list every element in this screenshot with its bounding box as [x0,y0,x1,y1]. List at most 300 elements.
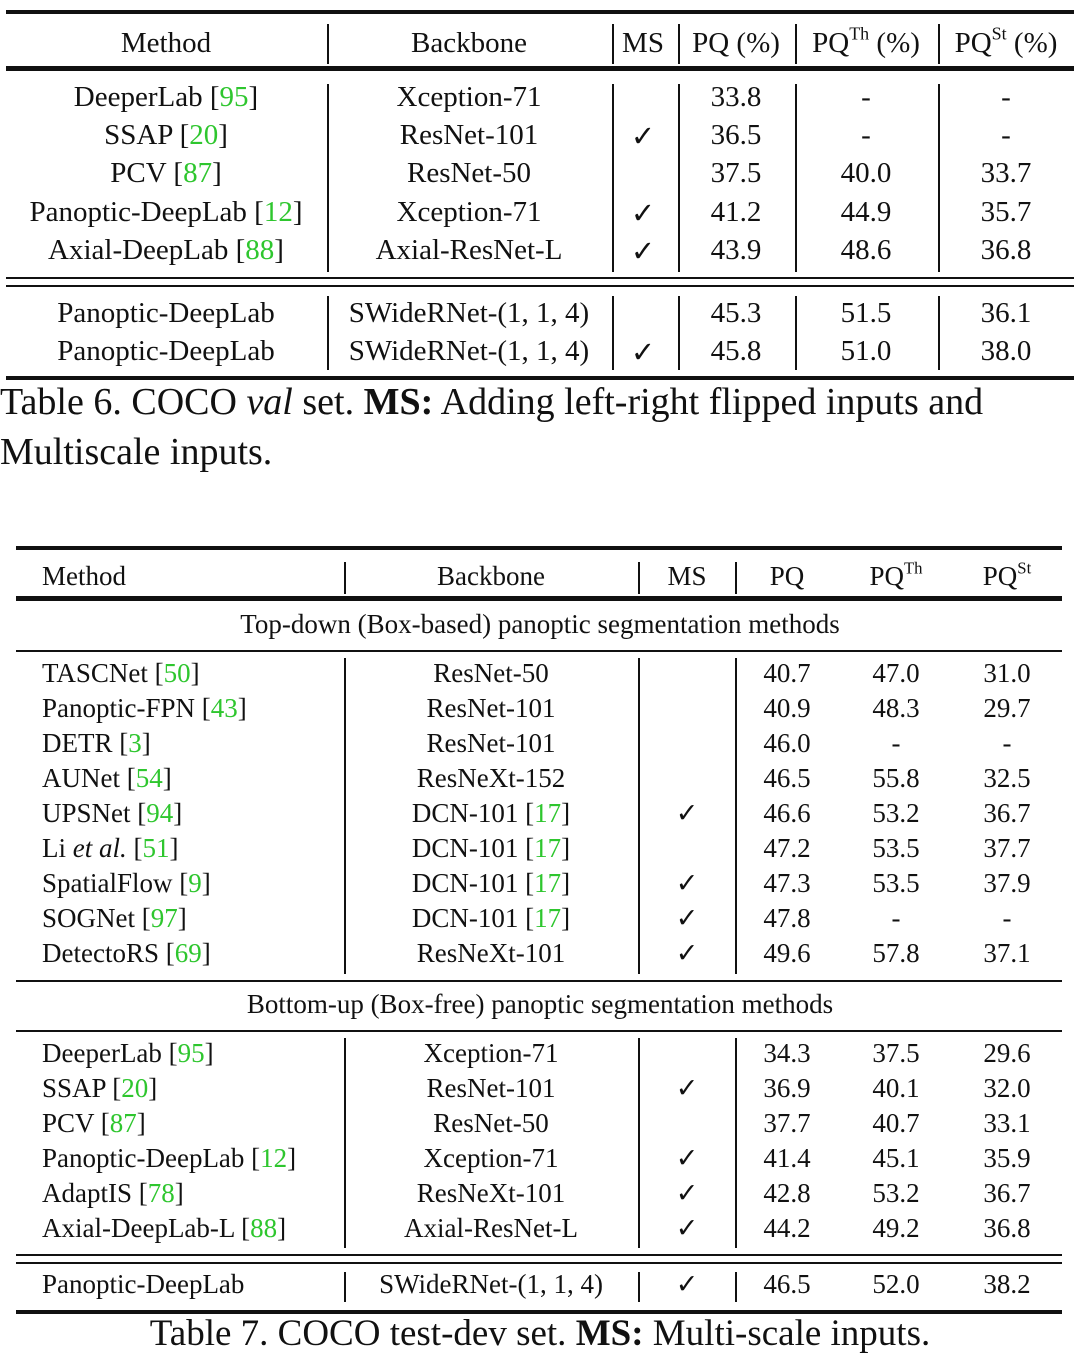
backbone-value: ResNet-101 [426,693,556,723]
pqth-value: 47.0 [872,658,920,688]
cite-bracket: [ [228,234,246,266]
citation-link[interactable]: 88 [245,234,275,266]
method-name: DeeperLab [73,81,203,113]
header-method: Method [120,27,212,59]
cite-bracket: [ [244,1143,261,1173]
column-divider [735,562,737,594]
header-pq: PQ [769,561,805,591]
pq-value: 37.7 [763,1108,811,1138]
citation-link[interactable]: 12 [260,1143,288,1173]
pq-value: 47.3 [763,868,811,898]
citation-link[interactable]: 97 [150,903,178,933]
table7-backbone-cell [417,938,565,969]
method-name: Axial-DeepLab-L [42,1213,235,1243]
table6-ms-cell [631,119,655,154]
column-divider [735,1272,737,1302]
table6-sep-rule-1 [6,277,1074,279]
method-name-italic: et al. [72,833,127,863]
table6-header-method [121,27,211,60]
method-name: Axial-DeepLab [48,234,229,266]
table7-pq-cell [763,1178,810,1209]
citation-link[interactable]: 20 [189,119,219,151]
column-divider [612,84,614,272]
cite-bracket: [ [518,868,535,898]
table7-ours-method-cell [42,1269,244,1300]
cite-bracket: [ [158,938,175,968]
cite-bracket: ] [218,119,228,151]
citation-link[interactable]: 87 [183,157,213,189]
table7-sep-rule-1 [16,1254,1062,1256]
table7-header-pq [770,561,805,592]
table6-ours-method-cell [57,297,274,330]
table6-pqst-cell [981,157,1032,190]
pqst-value: 32.5 [983,763,1031,793]
pqth-value: 37.5 [872,1038,920,1068]
backbone-value: ResNeXt-101 [416,1178,566,1208]
pqst-value: 37.9 [983,868,1031,898]
table7-pq-cell [763,938,810,969]
backbone-value: ResNet-50 [433,658,549,688]
header-superscript: Th [903,558,923,578]
table6-caption-line2 [0,430,272,474]
backbone-value: Xception-71 [396,196,542,228]
column-divider [678,24,680,64]
header-superscript: St [1017,558,1032,578]
cite-bracket: ] [561,868,571,898]
table6-pq-cell [711,196,762,229]
table7-backbone-cell [417,1178,565,1209]
table7-pqst-cell [983,798,1030,829]
pqst-value: - [1002,728,1012,758]
table6-header-rule [6,66,1074,71]
table7-pqst-cell [983,1038,1030,1069]
pq-value: 41.4 [763,1143,811,1173]
method-name: Panoptic-DeepLab [57,335,275,367]
table7-pqst-cell [983,833,1030,864]
method-name: SSAP [42,1073,106,1103]
citation-link[interactable]: 95 [219,81,249,113]
header-base: PQ [982,561,1018,591]
cite-bracket: ] [292,196,303,228]
caption-rest: Multiscale inputs. [0,431,273,473]
pqth-value: 48.6 [840,234,892,266]
column-divider [638,1272,640,1302]
pqst-value: 35.7 [980,196,1032,228]
ms-check: ✓ [630,198,656,230]
cite-bracket: [ [172,119,190,151]
pq-value: 46.5 [763,1269,811,1299]
table7-pqth-cell [872,798,919,829]
column-divider [638,562,640,594]
cite-bracket: ] [174,1178,184,1208]
table7-method-cell [42,728,151,759]
cite-bracket: [ [105,1073,122,1103]
table7-backbone-cell [433,658,548,689]
table7-method-cell [42,833,179,864]
header-superscript: St [991,23,1007,44]
backbone-value: ResNeXt-101 [416,938,566,968]
ms-check: ✓ [630,236,656,268]
cite-bracket: ] [277,1213,287,1243]
table7-ms-cell [676,1143,699,1174]
method-name: UPSNet [42,798,131,828]
table7-backbone-cell [412,833,570,864]
backbone-value: Axial-ResNet-L [375,234,563,266]
cite-bracket: [ [246,196,264,228]
ms-check: ✓ [675,1178,699,1208]
table7-method-cell [42,1178,184,1209]
ms-check: ✓ [675,1213,699,1243]
table6-pqth-cell [861,81,871,114]
table6-ours-pq-cell [711,335,762,368]
table7-ours-pqth-cell [872,1269,919,1300]
table7-pqth-cell [892,728,901,759]
column-divider [638,658,640,974]
pqth-value: 44.9 [840,196,892,228]
ms-check: ✓ [675,798,699,828]
citation-link[interactable]: 9 [188,868,202,898]
table7-sep-rule-2 [16,1262,1062,1264]
table7-section1-rule [16,650,1062,652]
method-name: DetectoRS [42,938,159,968]
pqth-value: - [891,903,901,933]
cite-bracket: [ [518,833,535,863]
pq-value: 46.0 [763,728,811,758]
pq-value: 37.5 [710,157,762,189]
cite-bracket: [ [195,693,211,723]
method-name: AUNet [42,763,120,793]
citation-link[interactable]: 50 [163,658,191,688]
citation-link[interactable]: 78 [147,1178,175,1208]
backbone-value: DCN-101 [411,798,519,828]
method-name: Li [42,833,73,863]
table6-pqst-cell [1001,119,1011,152]
cite-bracket: [ [161,1038,178,1068]
cite-bracket: ] [177,903,187,933]
table7-method-cell [42,903,187,934]
table7-method-cell [42,938,211,969]
backbone-value: Xception-71 [423,1038,559,1068]
table7-method-cell [42,763,172,794]
table7-pqth-cell [892,903,901,934]
citation-link[interactable]: 51 [142,833,170,863]
table7-ms-cell [676,1178,699,1209]
pq-value: 46.6 [763,798,811,828]
pqth-value: 52.0 [872,1269,920,1299]
column-divider [344,562,346,594]
table6-ours-backbone-cell [349,297,589,330]
table7-backbone-cell [404,1213,578,1244]
caption-prefix: Table 6. COCO [0,381,247,423]
table6-pq-cell [711,119,762,152]
table7-pq-cell [763,903,810,934]
pqst-value: 33.7 [980,157,1032,189]
table6-caption-line1 [0,380,983,424]
caption-bold: MS: [363,381,434,423]
column-divider [938,84,940,272]
table7-pq-cell [763,658,810,689]
cite-bracket: [ [518,903,535,933]
table7-header-method [42,561,126,592]
section-title: Bottom-up (Box-free) panoptic segmentation methods [246,989,834,1019]
column-divider [938,24,940,64]
table7-ms-cell [676,1073,699,1104]
table6-pqth-cell [841,157,892,190]
pqth-value: 49.2 [872,1213,920,1243]
caption-rest: Multi-scale inputs. [643,1313,931,1354]
table6-header-pqst [954,23,1058,60]
pqst-value: 31.0 [983,658,1031,688]
cite-bracket: ] [561,798,571,828]
citation-link[interactable]: 3 [128,728,142,758]
method-name: Panoptic-DeepLab [57,297,275,329]
table6-sep-rule-2 [6,285,1074,287]
backbone-value: ResNet-50 [433,1108,549,1138]
table7-section2-rule [16,1030,1062,1032]
table7-pqst-cell [983,763,1030,794]
table6-pq-cell [711,157,762,190]
ms-check: ✓ [675,903,699,933]
table7-pq-cell [763,728,810,759]
table6-pq-cell [711,81,762,114]
method-name: SSAP [104,119,173,151]
table7-pq-cell [763,693,810,724]
table6-ours-pqth-cell [841,335,892,368]
method-name: DETR [42,728,113,758]
table6-method-cell [29,196,302,229]
table7-ours-ms-cell [676,1269,699,1300]
table7-pqth-cell [872,1108,919,1139]
table7-pqth-cell [872,1143,919,1174]
table6-ours-backbone-cell [349,335,589,368]
citation-link[interactable]: 88 [250,1213,278,1243]
cite-bracket: ] [561,833,571,863]
cite-bracket: ] [173,798,183,828]
pq-value: 41.2 [710,196,762,228]
table7-method-cell [42,693,247,724]
table6-ours-pqst-cell [981,335,1032,368]
pqst-value: - [1001,81,1011,113]
backbone-value: DCN-101 [411,833,519,863]
pqst-value: 36.7 [983,798,1031,828]
cite-bracket: ] [201,938,211,968]
method-name: Panoptic-DeepLab [42,1143,245,1173]
method-name: Panoptic-FPN [42,693,196,723]
citation-link[interactable]: 95 [177,1038,205,1068]
pq-value: 45.3 [710,297,762,329]
ms-check: ✓ [630,337,656,369]
table7-method-cell [42,1213,286,1244]
column-divider [612,296,614,370]
cite-bracket: ] [204,1038,214,1068]
pqst-value: 36.8 [983,1213,1031,1243]
table7-top-rule [16,546,1062,550]
pqth-value: 53.2 [872,798,920,828]
cite-bracket: ] [287,1143,297,1173]
cite-bracket: ] [248,81,259,113]
cite-bracket: [ [147,658,164,688]
citation-link[interactable]: 94 [146,798,174,828]
pqth-value: 48.3 [872,693,920,723]
method-name: TASCNet [42,658,148,688]
table7-ms-cell [676,798,699,829]
backbone-value: ResNeXt-152 [416,763,566,793]
table6-top-rule [6,10,1074,14]
citation-link[interactable]: 20 [121,1073,149,1103]
table7-header-backbone [437,561,545,592]
method-name: SpatialFlow [42,868,173,898]
backbone-value: ResNet-101 [426,1073,556,1103]
header-base: PQ [869,561,904,591]
pqst-value: 36.8 [980,234,1032,266]
cite-bracket: ] [237,693,247,723]
table7-pqth-cell [872,1038,919,1069]
caption-rest: Adding left-right flipped inputs and [433,381,984,423]
table7-header-pqst [982,558,1032,592]
table7-header-rule [16,596,1062,601]
pq-value: 42.8 [763,1178,811,1208]
table7-pq-cell [763,1073,810,1104]
caption-italic: val [246,381,293,423]
cite-bracket: [ [202,81,220,113]
column-divider [795,24,797,64]
cite-bracket: [ [119,763,136,793]
table7-pqth-cell [872,1178,919,1209]
cite-bracket: ] [162,763,172,793]
cite-bracket: ] [148,1073,158,1103]
table7-pq-cell [763,1108,810,1139]
cite-bracket: ] [141,728,151,758]
column-divider [344,1272,346,1302]
table7-ms-cell [676,868,699,899]
header-tail: (%) [1006,27,1058,59]
backbone-value: SWideRNet-(1, 1, 4) [379,1269,603,1299]
ms-check: ✓ [675,1073,699,1103]
method-name: PCV [110,157,167,189]
column-divider [735,1038,737,1248]
table7-backbone-cell [412,798,570,829]
backbone-value: DCN-101 [411,903,519,933]
header-base: PQ [812,27,850,59]
citation-link[interactable]: 17 [534,798,562,828]
table7-pqth-cell [872,658,919,689]
backbone-value: SWideRNet-(1, 1, 4) [348,335,590,367]
backbone-value: Axial-ResNet-L [404,1213,578,1243]
header-ms: MS [667,561,707,591]
header-base: PQ [954,27,992,59]
header-backbone: Backbone [437,561,545,591]
caption-mid: set. [292,381,364,423]
table6-ms-cell [631,234,655,269]
table6-ours-pqst-cell [981,297,1032,330]
cite-bracket: ] [136,1108,146,1138]
citation-link[interactable]: 87 [109,1108,137,1138]
table6-header-pqth [812,23,920,60]
citation-link[interactable]: 12 [263,196,293,228]
method-name: SOGNet [42,903,135,933]
table7-ours-backbone-cell [379,1269,603,1300]
citation-link[interactable]: 17 [534,833,562,863]
method-name: PCV [42,1108,95,1138]
table7-section-topdown [240,609,839,640]
table6-ours-pq-cell [711,297,762,330]
table7-backbone-cell [417,763,565,794]
table7-pq-cell [763,833,810,864]
pqst-value: 38.2 [983,1269,1031,1299]
table7-pqth-cell [872,1213,919,1244]
citation-link[interactable]: 17 [534,868,562,898]
pq-value: 45.8 [710,335,762,367]
column-divider [327,24,329,64]
table7-pqst-cell [983,658,1030,689]
cite-bracket: [ [132,1178,148,1208]
table7-pq-cell [763,763,810,794]
pq-value: 33.8 [710,81,762,113]
table7-section2-top-rule [16,980,1062,982]
table7-section-bottomup [247,989,833,1020]
table6-method-cell [110,157,221,190]
table7-pq-cell [763,1213,810,1244]
cite-bracket: [ [135,903,151,933]
table6-header-backbone [411,27,527,60]
caption-prefix: Table 7. COCO test-dev set. [149,1313,576,1354]
ms-check: ✓ [675,1269,699,1299]
cite-bracket: ] [201,868,211,898]
ms-check: ✓ [675,938,699,968]
table7-pq-cell [763,868,810,899]
citation-link[interactable]: 69 [174,938,202,968]
backbone-value: ResNet-50 [406,157,532,189]
method-name: DeeperLab [42,1038,162,1068]
pqst-value: - [1002,903,1012,933]
pqth-value: 51.5 [840,297,892,329]
column-divider [735,658,737,974]
table7-method-cell [42,1073,157,1104]
column-divider [344,658,346,974]
pqst-value: 37.7 [983,833,1031,863]
pq-value: 36.5 [710,119,762,151]
cite-bracket: ] [212,157,222,189]
pqst-value: 35.9 [983,1143,1031,1173]
method-name: AdaptIS [42,1178,132,1208]
table6-ours-pqth-cell [841,297,892,330]
caption-bold: MS: [575,1313,644,1354]
citation-link[interactable]: 54 [135,763,163,793]
column-divider [795,84,797,272]
column-divider [612,24,614,64]
table7-backbone-cell [427,1073,556,1104]
column-divider [938,296,940,370]
table7-ms-cell [676,1213,699,1244]
backbone-value: Xception-71 [423,1143,559,1173]
pqth-value: 40.7 [872,1108,920,1138]
citation-link[interactable]: 17 [534,903,562,933]
table6-method-cell [74,81,258,114]
column-divider [678,84,680,272]
pqst-value: 36.7 [983,1178,1031,1208]
cite-bracket: [ [234,1213,251,1243]
pq-value: 44.2 [763,1213,811,1243]
table6-backbone-cell [376,234,563,267]
table7-header-ms [667,561,706,592]
table7-pq-cell [763,1143,810,1174]
table7-pqst-cell [983,1213,1030,1244]
table7-method-cell [42,1108,146,1139]
citation-link[interactable]: 43 [210,693,238,723]
table7-pqst-cell [983,693,1030,724]
pq-value: 40.9 [763,693,811,723]
table6-backbone-cell [397,81,542,114]
